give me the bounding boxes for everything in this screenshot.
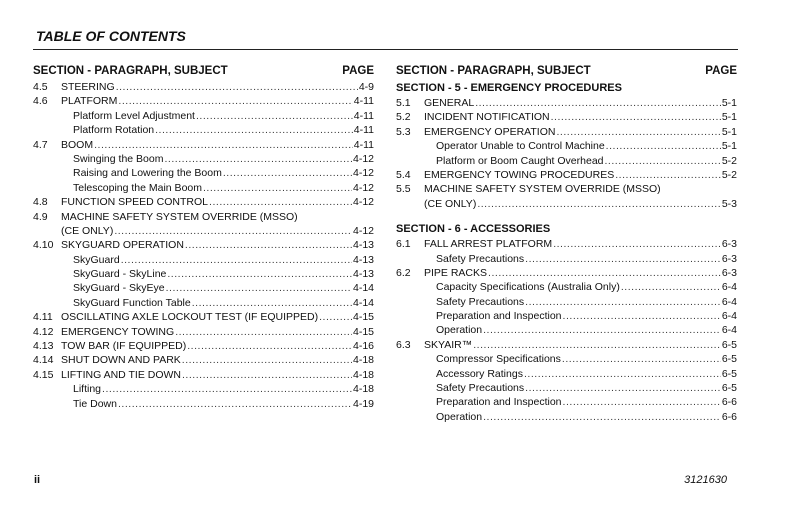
toc-entry-title: (CE ONLY): [61, 224, 114, 237]
toc-entry[interactable]: [396, 352, 737, 366]
dot-leader: [483, 410, 721, 424]
toc-entry-title: Operator Unable to Control Machine: [436, 140, 605, 153]
toc-entry[interactable]: [396, 125, 737, 139]
toc-entry[interactable]: [33, 339, 374, 353]
toc-entry-title: EMERGENCY OPERATION: [424, 125, 556, 138]
toc-list-left: [33, 80, 374, 411]
toc-entry-number: 6.1: [396, 238, 411, 251]
column-header-page: PAGE: [342, 65, 374, 77]
dot-leader: [556, 125, 720, 139]
toc-entry-number: 6.2: [396, 266, 411, 279]
toc-entry-title: GENERAL: [424, 97, 475, 109]
toc-entry-title: Preparation and Inspection: [436, 396, 562, 409]
toc-entry-title: SHUT DOWN AND PARK: [61, 354, 181, 367]
dot-leader: [615, 168, 721, 182]
toc-entry-page: 4-12: [352, 167, 374, 180]
toc-entry[interactable]: [396, 381, 737, 395]
column-header-left: [33, 63, 374, 80]
toc-entry-page: 4-12: [352, 152, 374, 165]
toc-entry[interactable]: [396, 295, 737, 309]
toc-entry-number: 4.6: [33, 95, 48, 108]
toc-entry-title: Telescoping the Main Boom: [73, 181, 202, 194]
toc-entry[interactable]: [33, 353, 374, 367]
toc-entry-number: 4.10: [33, 239, 54, 252]
toc-entry-number: 4.13: [33, 340, 54, 353]
toc-entry-title: Safety Precautions: [436, 252, 525, 265]
toc-entry[interactable]: [396, 395, 737, 409]
toc-entry-page: 4-14: [352, 282, 374, 295]
toc-entry[interactable]: [396, 410, 737, 424]
toc-entry-number: 5.5: [396, 183, 411, 196]
dot-leader: [118, 94, 352, 108]
toc-entry-page: 4-11: [353, 138, 374, 151]
toc-entry-title: Platform Rotation: [73, 124, 155, 137]
toc-entry[interactable]: [33, 325, 374, 339]
toc-entry[interactable]: [396, 154, 737, 168]
toc-entry-page: 5-2: [721, 154, 737, 167]
toc-entry[interactable]: [396, 139, 737, 153]
toc-entry-title: FUNCTION SPEED CONTROL: [61, 196, 209, 209]
toc-entry[interactable]: [396, 338, 737, 352]
toc-entry[interactable]: [33, 80, 374, 94]
toc-entry[interactable]: [396, 309, 737, 323]
toc-entry[interactable]: [396, 252, 737, 266]
toc-entry-title: SKYAIR™: [424, 338, 473, 351]
toc-entry-page: 6-3: [721, 252, 737, 265]
toc-entry-page: 6-5: [721, 367, 737, 380]
toc-entry-page: 4-12: [352, 181, 374, 194]
toc-entry-page: 4-12: [352, 196, 374, 209]
toc-entry-page: 4-18: [352, 383, 374, 396]
toc-entry-title: MACHINE SAFETY SYSTEM OVERRIDE (MSSO): [61, 210, 298, 223]
toc-entry-page: 4-12: [352, 224, 374, 237]
toc-entry-title: Safety Precautions: [436, 295, 525, 308]
dot-leader: [209, 195, 352, 209]
toc-entry-title: Preparation and Inspection: [436, 310, 562, 323]
toc-entry-page: 5-1: [721, 140, 737, 153]
dot-leader: [116, 80, 358, 94]
toc-entry-title: STEERING: [61, 81, 115, 93]
toc-entry-page: 4-14: [352, 296, 374, 309]
toc-entry-page: 4-15: [352, 325, 374, 338]
dot-leader: [524, 367, 721, 381]
toc-entry-title: SkyGuard - SkyLine: [73, 268, 167, 281]
dot-leader: [563, 309, 721, 323]
toc-entry[interactable]: [396, 197, 737, 211]
toc-entry-page: 4-13: [352, 239, 374, 252]
toc-entry-page: 4-11: [353, 95, 374, 108]
dot-leader: [182, 353, 352, 367]
toc-entry[interactable]: [33, 109, 374, 123]
toc-entry-title: FALL ARREST PLATFORM: [424, 238, 553, 251]
toc-entry-number: 4.12: [33, 325, 54, 338]
toc-entry-title: Platform or Boom Caught Overhead: [436, 154, 604, 167]
dot-leader: [562, 352, 721, 366]
dot-leader: [621, 280, 721, 294]
toc-entry[interactable]: [396, 110, 737, 124]
toc-entry-page: 4-11: [353, 124, 374, 137]
dot-leader: [118, 397, 352, 411]
toc-entry-page: 5-3: [721, 197, 737, 210]
dot-leader: [525, 295, 721, 309]
toc-entry-title: SKYGUARD OPERATION: [61, 239, 184, 252]
toc-entry-title: Accessory Ratings: [436, 367, 523, 380]
toc-entry-page: 6-4: [721, 295, 737, 308]
toc-entry[interactable]: [33, 296, 374, 310]
dot-leader: [114, 224, 352, 238]
toc-entry[interactable]: [33, 368, 374, 382]
toc-list-section-6: [396, 237, 737, 424]
dot-leader: [525, 252, 721, 266]
toc-entry[interactable]: [33, 281, 374, 295]
toc-entry-title: (CE ONLY): [424, 197, 477, 210]
toc-entry[interactable]: [396, 367, 737, 381]
toc-entry[interactable]: [33, 224, 374, 238]
toc-entry-title: Operation: [436, 410, 483, 423]
toc-entry-title: OSCILLATING AXLE LOCKOUT TEST (IF EQUIPPED): [61, 311, 319, 324]
dot-leader: [319, 310, 352, 324]
column-header-label: SECTION - PARAGRAPH, SUBJECT: [396, 65, 591, 77]
toc-entry-page: 5-1: [721, 125, 737, 138]
dot-leader: [551, 110, 721, 124]
dot-leader: [606, 139, 721, 153]
toc-entry-title: SkyGuard: [73, 253, 120, 266]
toc-entry-title: EMERGENCY TOWING PROCEDURES: [424, 168, 615, 181]
toc-right-column: [396, 63, 737, 424]
toc-entry-page: 4-9: [358, 81, 374, 93]
dot-leader: [182, 368, 352, 382]
toc-entry[interactable]: [33, 94, 374, 108]
toc-entry-page: 4-18: [352, 354, 374, 367]
toc-entry[interactable]: [33, 267, 374, 281]
toc-entry-title: BOOM: [61, 138, 94, 151]
dot-leader: [473, 338, 721, 352]
title-divider: [33, 49, 738, 50]
dot-leader: [185, 238, 352, 252]
toc-entry-page: 6-4: [721, 310, 737, 323]
dot-leader: [605, 154, 721, 168]
toc-entry-title: MACHINE SAFETY SYSTEM OVERRIDE (MSSO): [424, 183, 661, 196]
toc-entry[interactable]: [396, 280, 737, 294]
toc-entry-page: 6-5: [721, 382, 737, 395]
toc-entry[interactable]: [33, 195, 374, 209]
toc-left-column: [33, 63, 374, 411]
dot-leader: [187, 339, 352, 353]
toc-entry-number: 4.7: [33, 138, 48, 151]
footer-page-number: ii: [34, 474, 41, 486]
dot-leader: [102, 382, 352, 396]
dot-leader: [196, 109, 353, 123]
toc-entry-number: 6.3: [396, 338, 411, 351]
toc-entry-title: PIPE RACKS: [424, 266, 488, 279]
toc-entry-page: 5-1: [721, 111, 737, 124]
column-header-label: SECTION - PARAGRAPH, SUBJECT: [33, 65, 228, 77]
toc-entry-page: 6-3: [721, 238, 737, 251]
toc-entry-title: Tie Down: [73, 397, 117, 410]
dot-leader: [203, 181, 352, 195]
dot-leader: [475, 96, 721, 110]
toc-entry[interactable]: [33, 310, 374, 324]
dot-leader: [192, 296, 352, 310]
toc-entry-page: 6-4: [721, 281, 737, 294]
toc-entry-title: Raising and Lowering the Boom: [73, 167, 222, 180]
section-5-heading: SECTION - 5 - EMERGENCY PROCEDURES: [396, 82, 622, 94]
toc-entry-title: Platform Level Adjustment: [73, 109, 195, 122]
toc-entry-number: 4.5: [33, 81, 48, 93]
toc-entry[interactable]: [396, 266, 737, 280]
toc-entry[interactable]: [33, 253, 374, 267]
toc-entry[interactable]: [33, 181, 374, 195]
toc-entry-title: INCIDENT NOTIFICATION: [424, 111, 550, 124]
dot-leader: [121, 253, 352, 267]
toc-entry-page: 6-6: [721, 410, 737, 423]
toc-entry[interactable]: [33, 152, 374, 166]
toc-entry-title: Lifting: [73, 383, 102, 396]
toc-entry[interactable]: [33, 397, 374, 411]
toc-entry[interactable]: [396, 168, 737, 182]
toc-entry[interactable]: [33, 138, 374, 152]
dot-leader: [563, 395, 721, 409]
toc-entry-number: 4.14: [33, 354, 54, 367]
toc-entry[interactable]: [396, 237, 737, 251]
dot-leader: [483, 323, 721, 337]
toc-entry-page: 6-5: [721, 338, 737, 351]
dot-leader: [167, 267, 352, 281]
toc-entry-title: SkyGuard - SkyEye: [73, 282, 165, 295]
toc-entry-title: PLATFORM: [61, 95, 118, 108]
dot-leader: [164, 152, 352, 166]
toc-entry-title: Safety Precautions: [436, 382, 525, 395]
dot-leader: [94, 138, 353, 152]
toc-entry[interactable]: [33, 123, 374, 137]
toc-entry-title: Compressor Specifications: [436, 353, 561, 366]
toc-entry-title: Swinging the Boom: [73, 152, 164, 165]
toc-entry-number: 4.9: [33, 210, 48, 223]
toc-entry-page: 5-1: [721, 97, 737, 109]
toc-entry-number: 5.4: [396, 168, 411, 181]
toc-entry-page: 4-13: [352, 268, 374, 281]
toc-entry-number: 4.15: [33, 368, 54, 381]
toc-entry-page: 5-2: [721, 168, 737, 181]
dot-leader: [488, 266, 721, 280]
toc-entry-page: 4-19: [352, 397, 374, 410]
toc-entry[interactable]: [33, 382, 374, 396]
column-header-right: [396, 63, 737, 80]
toc-entry-number: 4.11: [33, 311, 53, 324]
dot-leader: [155, 123, 353, 137]
toc-entry[interactable]: [33, 210, 374, 224]
toc-entry-page: 6-3: [721, 266, 737, 279]
toc-entry-page: 4-15: [352, 311, 374, 324]
toc-entry-page: 4-11: [353, 109, 374, 122]
toc-entry-title: Capacity Specifications (Australia Only): [436, 281, 620, 294]
toc-entry[interactable]: [396, 96, 737, 110]
dot-leader: [223, 166, 352, 180]
toc-entry-title: SkyGuard Function Table: [73, 296, 191, 309]
toc-entry-number: 4.8: [33, 196, 48, 209]
dot-leader: [175, 325, 352, 339]
toc-entry-title: Operation: [436, 324, 483, 337]
toc-entry[interactable]: [396, 182, 737, 196]
dot-leader: [553, 237, 721, 251]
toc-entry-page: 4-16: [352, 340, 374, 353]
page-title: TABLE OF CONTENTS: [36, 28, 186, 44]
toc-entry-number: 5.1: [396, 97, 411, 109]
dot-leader: [166, 281, 352, 295]
toc-list-section-5: [396, 96, 737, 211]
dot-leader: [525, 381, 721, 395]
toc-entry-page: 6-5: [721, 353, 737, 366]
toc-entry-title: EMERGENCY TOWING: [61, 325, 175, 338]
toc-entry-title: LIFTING AND TIE DOWN: [61, 368, 181, 381]
section-6-heading: SECTION - 6 - ACCESSORIES: [396, 223, 551, 236]
toc-entry-number: 5.3: [396, 125, 411, 138]
footer-doc-number: 3121630: [684, 474, 727, 486]
column-header-page: PAGE: [705, 65, 737, 77]
toc-entry-number: 5.2: [396, 111, 411, 124]
toc-entry-page: 4-18: [352, 368, 374, 381]
toc-entry[interactable]: [33, 166, 374, 180]
toc-entry-page: 6-4: [721, 324, 737, 337]
toc-entry[interactable]: [33, 238, 374, 252]
toc-entry-title: TOW BAR (IF EQUIPPED): [61, 340, 187, 353]
toc-entry-page: 4-13: [352, 253, 374, 266]
toc-entry[interactable]: [396, 323, 737, 337]
toc-entry-page: 6-6: [721, 396, 737, 409]
dot-leader: [477, 197, 721, 211]
